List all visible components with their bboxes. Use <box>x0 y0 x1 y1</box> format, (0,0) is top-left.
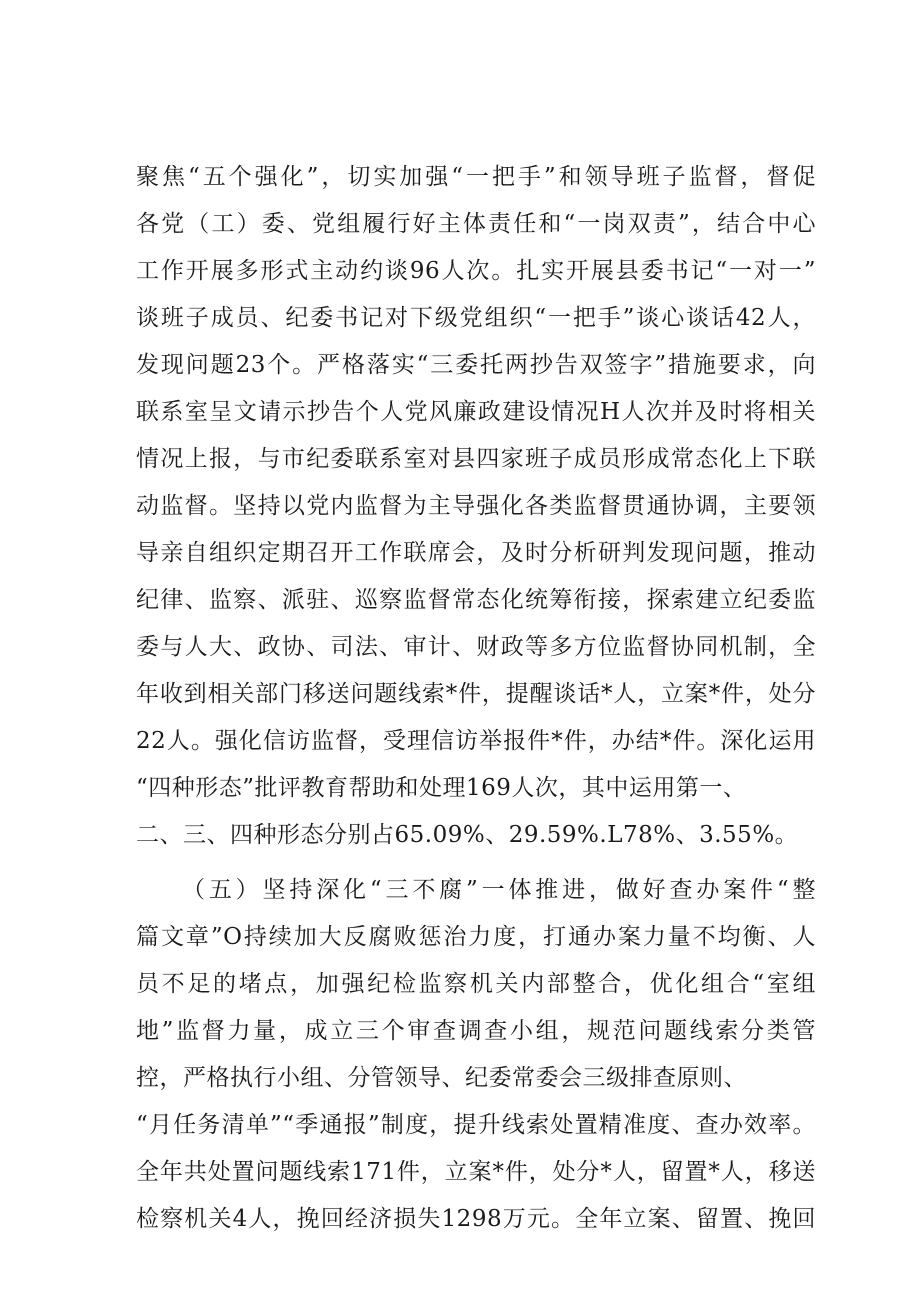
paragraph-gap <box>136 865 816 873</box>
text-line: 工作开展多形式主动约谈96人次。扎实开展县委书记“一对一” <box>136 258 816 284</box>
text-line: 地”监督力量，成立三个审查调查小组，规范问题线索分类管 <box>136 1018 816 1044</box>
text-line: 二、三、四种形态分别占65.09%、29.59%.L78%、3.55%。 <box>136 822 799 848</box>
text-line: 检察机关4人，挽回经济损失1298万元。全年立案、留置、挽回 <box>136 1206 816 1232</box>
text-line: 各党（工）委、党组履行好主体责任和“一岗双责”，结合中心 <box>136 211 816 237</box>
text-line: 控，严格执行小组、分管领导、纪委常委会三级排查原则、 <box>136 1065 747 1091</box>
text-line: 情况上报，与市纪委联系室对县四家班子成员形成常态化上下联 <box>136 446 816 472</box>
text-line: （五）坚持深化“三不腐”一体推进，做好查办案件“整 <box>182 877 816 903</box>
text-line: “四种形态”批评教育帮助和处理169人次，其中运用第一、 <box>136 775 747 801</box>
body-text <box>136 160 816 1249</box>
text-line: 谈班子成员、纪委书记对下级党组织“一把手”谈心谈话42人， <box>136 305 816 331</box>
text-line: 发现问题23个。严格落实“三委托两抄告双签字”措施要求，向 <box>136 352 816 378</box>
text-line: 聚焦“五个强化”，切实加强“一把手”和领导班子监督，督促 <box>136 164 816 190</box>
text-line: 年收到相关部门移送问题线索*件，提醒谈话*人，立案*件，处分 <box>136 681 816 707</box>
text-line: 委与人大、政协、司法、审计、财政等多方位监督协同机制，全 <box>136 634 816 660</box>
text-line: 动监督。坚持以党内监督为主导强化各类监督贯通协调，主要领 <box>136 493 816 519</box>
text-line: “月任务清单”“季通报”制度，提升线索处置精准度、查办效率。 <box>136 1112 816 1138</box>
paragraph-1 <box>136 160 816 865</box>
text-line: 22人。强化信访监督，受理信访举报件*件，办结*件。深化运用 <box>136 728 816 754</box>
text-line: 篇文章”O持续加大反腐败惩治力度，打通办案力量不均衡、人 <box>136 924 816 950</box>
text-line: 纪律、监察、派驻、巡察监督常态化统筹衔接，探索建立纪委监 <box>136 587 816 613</box>
text-line: 导亲自组织定期召开工作联席会，及时分析研判发现问题，推动 <box>136 540 816 566</box>
text-line: 联系室呈文请示抄告个人党风廉政建设情况H人次并及时将相关 <box>136 399 816 425</box>
text-line: 员不足的堵点，加强纪检监察机关内部整合，优化组合“室组 <box>136 971 816 997</box>
paragraph-2 <box>136 873 816 1249</box>
text-line: 全年共处置问题线索171件，立案*件，处分*人，留置*人，移送 <box>136 1159 816 1185</box>
